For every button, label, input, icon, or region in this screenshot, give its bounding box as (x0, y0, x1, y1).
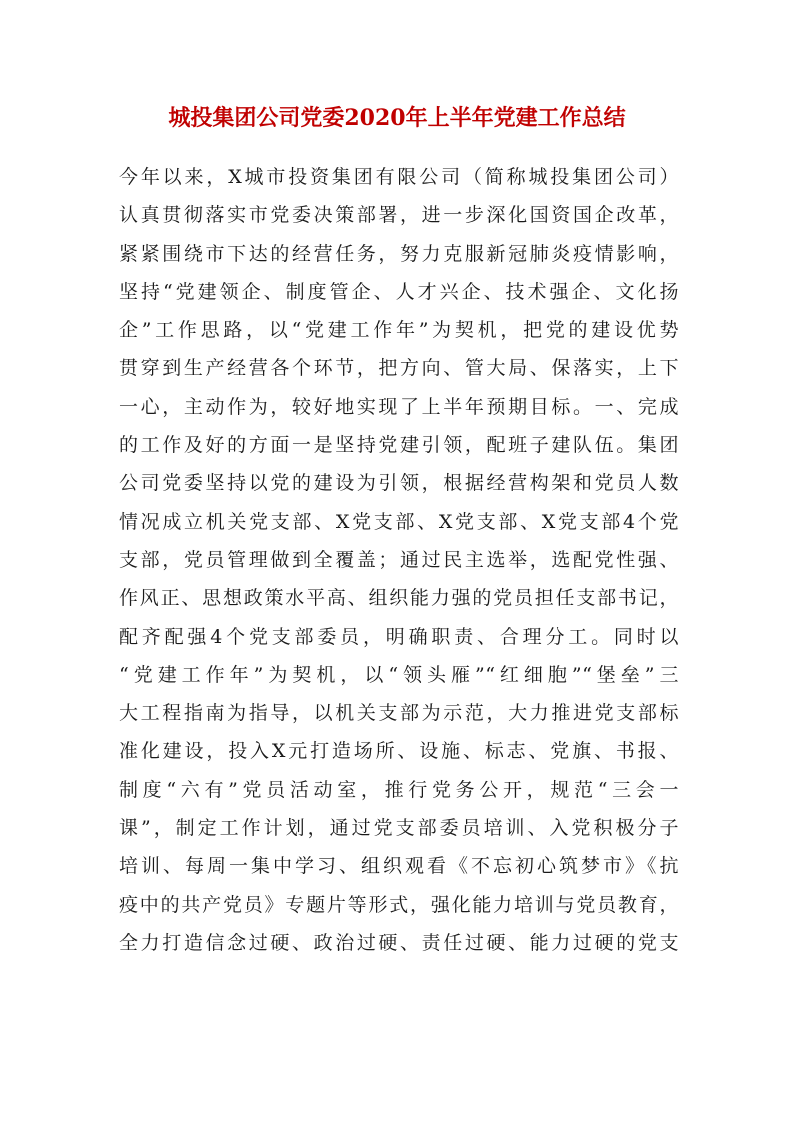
body-line: 制度“六有”党员活动室，推行党务公开，规范“三会一 (119, 778, 679, 801)
body-line: 贯穿到生产经营各个环节，把方向、管大局、保落实，上下 (119, 357, 679, 380)
body-line: 课”，制定工作计划，通过党支部委员培训、入党积极分子 (119, 817, 679, 840)
body-line: 今年以来，X城市投资集团有限公司（简称城投集团公司） (119, 166, 679, 188)
body-line: 坚持“党建领企、制度管企、人才兴企、技术强企、文化扬 (119, 280, 679, 303)
body-line: 准化建设，投入X元打造场所、设施、标志、党旗、书报、 (119, 740, 679, 763)
body-line: 企”工作思路，以“党建工作年”为契机，把党的建设优势 (119, 319, 679, 342)
body-line: “党建工作年”为契机，以“领头雁”“红细胞”“堡垒”三 (119, 663, 679, 686)
body-line: 认真贯彻落实市党委决策部署，进一步深化国资国企改革， (119, 204, 679, 227)
document-body (119, 158, 679, 962)
body-line: 培训、每周一集中学习、组织观看《不忘初心筑梦市》《抗 (119, 855, 679, 878)
body-line: 公司党委坚持以党的建设为引领，根据经营构架和党员人数 (119, 472, 679, 495)
body-line: 支部，党员管理做到全覆盖；通过民主选举，选配党性强、 (119, 548, 679, 571)
body-line: 作风正、思想政策水平高、组织能力强的党员担任支部书记， (119, 587, 679, 610)
body-line: 一心，主动作为，较好地实现了上半年预期目标。一、完成 (119, 395, 679, 418)
document-title: 城投集团公司党委2020年上半年党建工作总结 (168, 105, 626, 131)
body-line: 紧紧围绕市下达的经营任务，努力克服新冠肺炎疫情影响， (119, 242, 679, 265)
body-line: 全力打造信念过硬、政治过硬、责任过硬、能力过硬的党支 (119, 931, 679, 954)
body-line: 大工程指南为指导，以机关支部为示范，大力推进党支部标 (119, 702, 679, 725)
body-line: 的工作及好的方面一是坚持党建引领，配班子建队伍。集团 (119, 434, 679, 457)
body-line: 疫中的共产党员》专题片等形式，强化能力培训与党员教育， (119, 893, 679, 916)
body-line: 情况成立机关党支部、X党支部、X党支部、X党支部4个党 (119, 510, 679, 533)
body-line: 配齐配强4个党支部委员，明确职责、合理分工。同时以 (119, 625, 679, 648)
